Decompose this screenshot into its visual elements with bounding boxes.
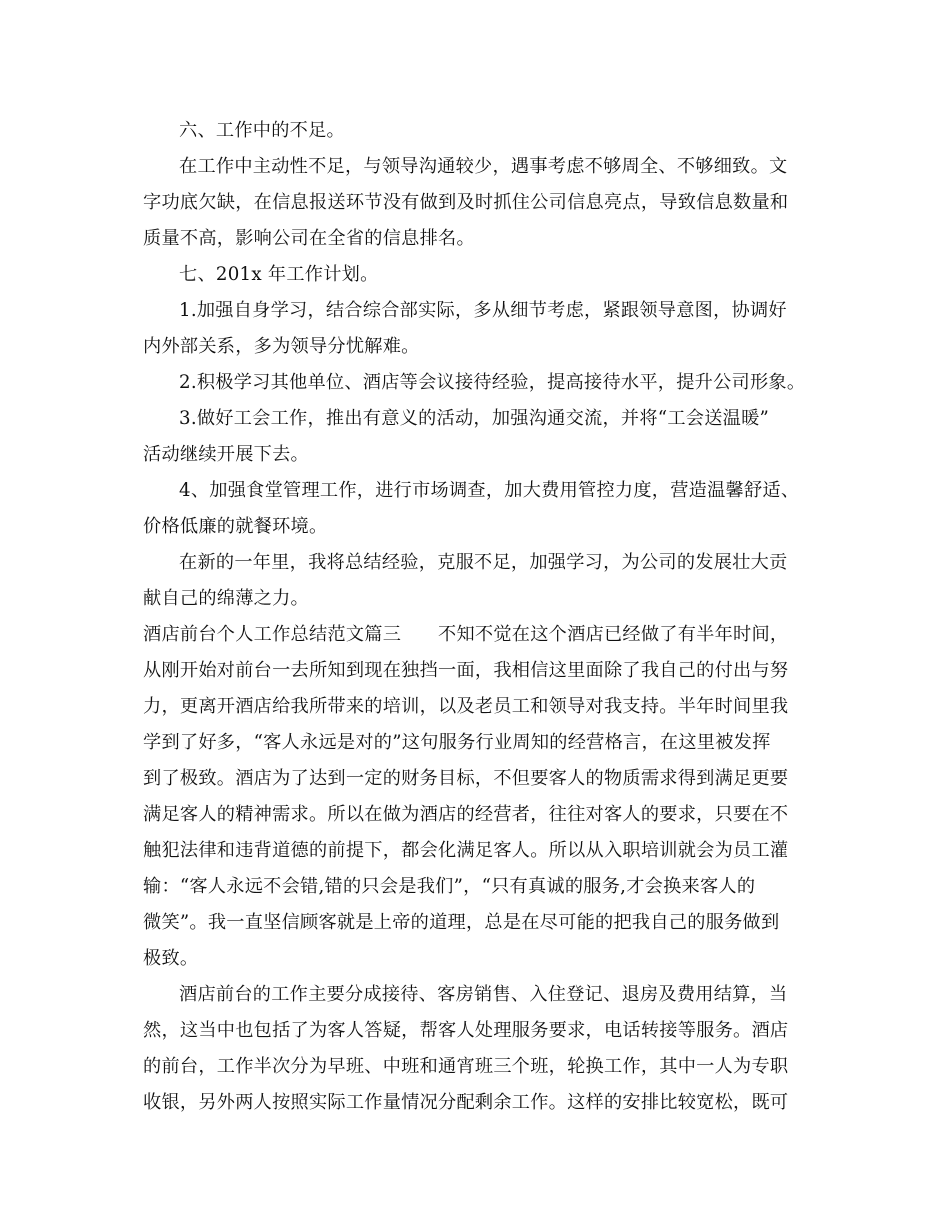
paragraph-line: 从刚开始对前台一去所知到现在独挡一面，我相信这里面除了我自己的付出与努 bbox=[143, 660, 789, 681]
paragraph-line: 活动继续开展下去。 bbox=[143, 444, 309, 465]
paragraph-line: 1.加强自身学习，结合综合部实际，多从细节考虑，紧跟领导意图，协调好 bbox=[179, 300, 787, 321]
paragraph-line: 在工作中主动性不足，与领导沟通较少，遇事考虑不够周全、不够细致。文 bbox=[179, 156, 788, 177]
paragraph-line: 质量不高，影响公司在全省的信息排名。 bbox=[143, 228, 475, 249]
paragraph-line: 然，这当中也包括了为客人答疑，帮客人处理服务要求，电话转接等服务。酒店 bbox=[143, 1020, 789, 1041]
paragraph-line: 3.做好工会工作，推出有意义的活动，加强沟通交流，并将“工会送温暖” bbox=[179, 408, 770, 429]
paragraph-line: 触犯法律和违背道德的前提下，都会化满足客人。所以从入职培训就会为员工灌 bbox=[143, 840, 789, 861]
paragraph-line: 微笑”。我一直坚信顾客就是上帝的道理，总是在尽可能的把我自己的服务做到 bbox=[143, 912, 780, 933]
paragraph-line: 2.积极学习其他单位、酒店等会议接待经验，提高接待水平，提升公司形象。 bbox=[179, 372, 806, 393]
section-heading-work-plan: 七、201x 年工作计划。 bbox=[179, 264, 379, 285]
paragraph-line: 学到了好多，“客人永远是对的”这句服务行业周知的经营格言，在这里被发挥 bbox=[143, 732, 771, 753]
paragraph-line: 价格低廉的就餐环境。 bbox=[143, 516, 328, 537]
section-heading-shortcomings: 六、工作中的不足。 bbox=[179, 120, 345, 141]
paragraph-line: 内外部关系，多为领导分忧解难。 bbox=[143, 336, 420, 357]
paragraph-line: 酒店前台的工作主要分成接待、客房销售、入住登记、退房及费用结算，当 bbox=[179, 984, 788, 1005]
paragraph-line: 字功底欠缺，在信息报送环节没有做到及时抓住公司信息亮点，导致信息数量和 bbox=[143, 192, 789, 213]
paragraph-line: 满足客人的精神需求。所以在做为酒店的经营者，往往对客人的要求，只要在不 bbox=[143, 804, 789, 825]
paragraph-line: 力，更离开酒店给我所带来的培训，以及老员工和领导对我支持。半年时间里我 bbox=[143, 696, 789, 717]
paragraph-line: 在新的一年里，我将总结经验，克服不足，加强学习，为公司的发展壮大贡 bbox=[179, 552, 788, 573]
paragraph-line: 献自己的绵薄之力。 bbox=[143, 588, 309, 609]
article-title-line: 酒店前台个人工作总结范文篇三 不知不觉在这个酒店已经做了有半年时间， bbox=[143, 624, 789, 645]
paragraph-line: 的前台，工作半次分为早班、中班和通宵班三个班，轮换工作，其中一人为专职 bbox=[143, 1056, 789, 1077]
paragraph-line: 4、加强食堂管理工作，进行市场调查，加大费用管控力度，营造温馨舒适、 bbox=[179, 480, 800, 501]
paragraph-line: 输：“客人永远不会错,错的只会是我们”，“只有真诚的服务,才会换来客人的 bbox=[143, 876, 756, 897]
paragraph-line: 收银，另外两人按照实际工作量情况分配剩余工作。这样的安排比较宽松，既可 bbox=[143, 1092, 789, 1113]
paragraph-line: 到了极致。酒店为了达到一定的财务目标，不但要客人的物质需求得到满足更要 bbox=[143, 768, 789, 789]
paragraph-line: 极致。 bbox=[143, 948, 199, 969]
